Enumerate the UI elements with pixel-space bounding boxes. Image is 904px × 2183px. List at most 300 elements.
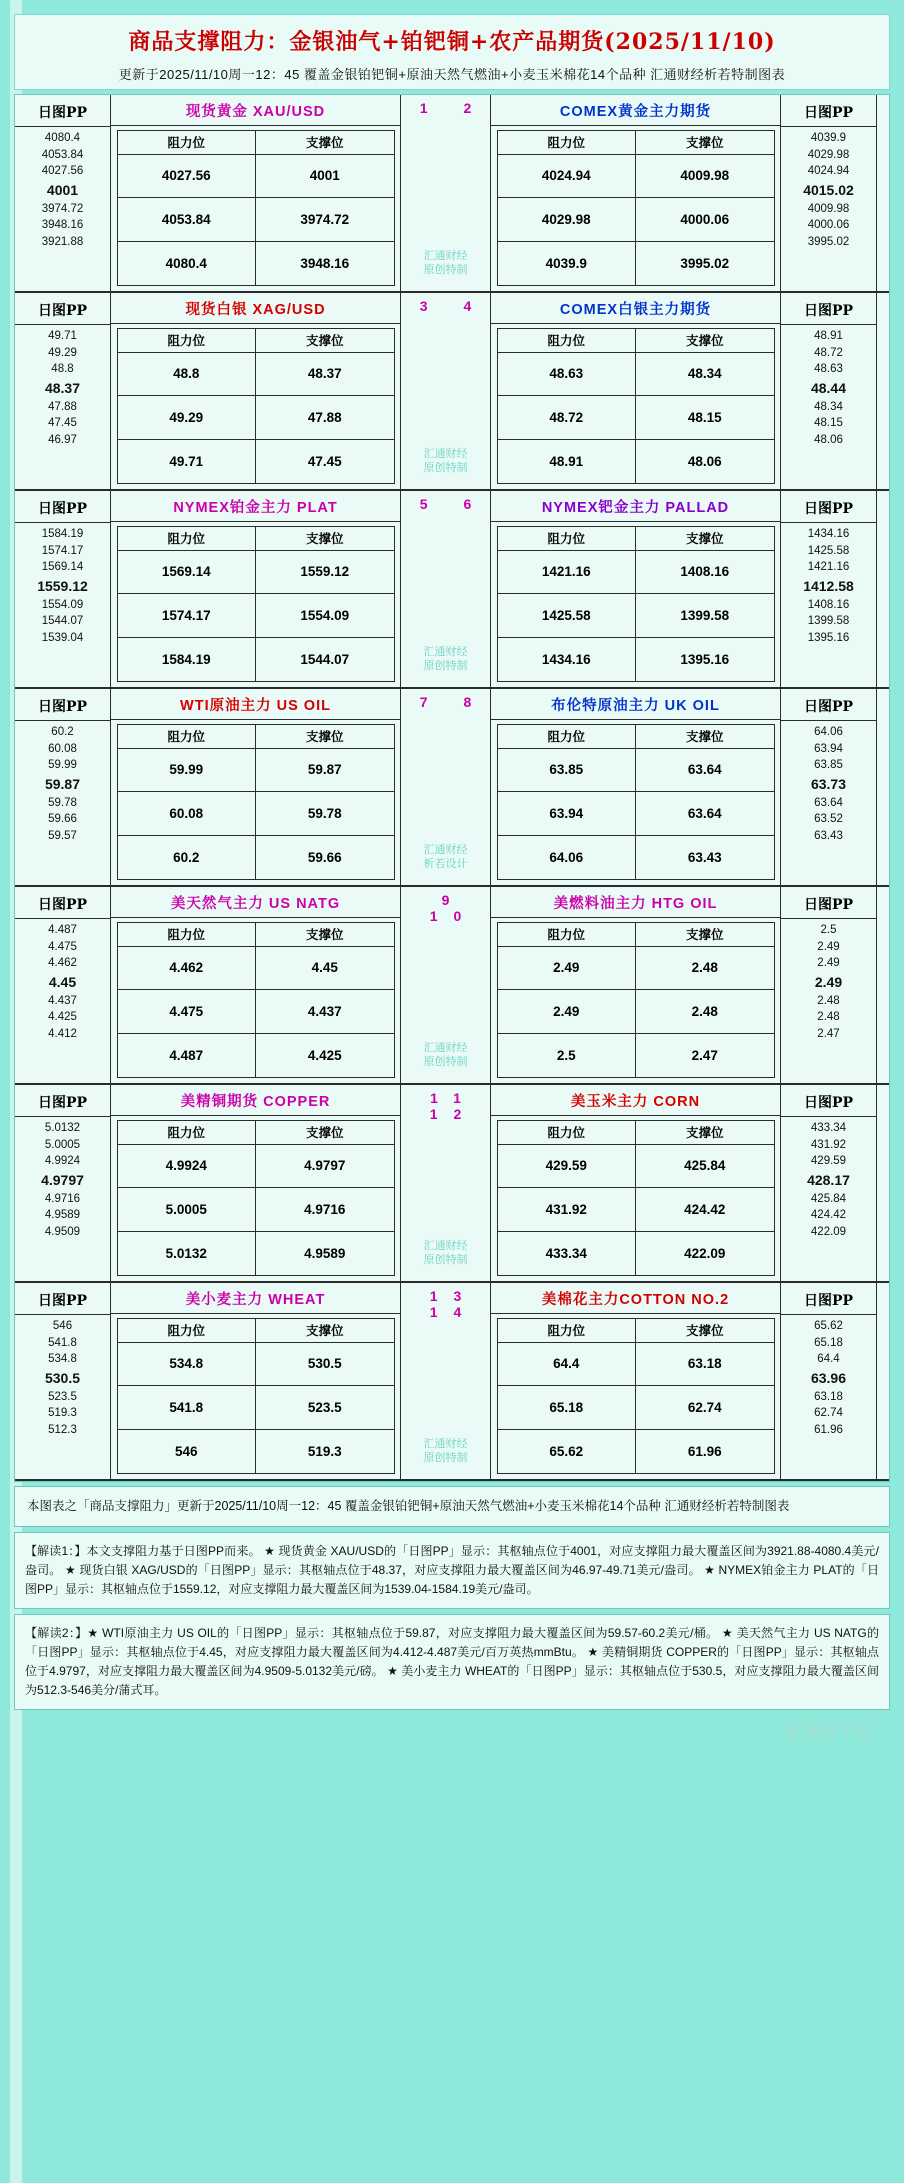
table-row (117, 154, 394, 198)
resistance-value: 60.08 (117, 791, 257, 836)
pivot-level-value: 1421.16 (807, 561, 850, 573)
pivot-point-column (781, 689, 877, 885)
pivot-level-value: 2.5 (820, 924, 837, 936)
pivot-level-value: 4.9509 (44, 1225, 81, 1238)
pivot-point-value: 530.5 (44, 1369, 81, 1386)
table-row (117, 946, 394, 990)
resistance-value: 4039.9 (497, 241, 637, 286)
pivot-level-value: 4000.06 (807, 219, 850, 231)
table-row (497, 637, 774, 681)
support-header: 支撑位 (635, 526, 775, 551)
resistance-header: 阻力位 (497, 922, 637, 947)
resistance-value: 1574.17 (117, 593, 257, 638)
instrument-block (15, 293, 889, 491)
pivot-level-value: 65.62 (814, 1320, 843, 1332)
table-row (497, 946, 774, 990)
pivot-column-header: 日图PP (15, 691, 110, 721)
support-value: 1554.09 (255, 593, 395, 638)
pivot-point-value: 48.44 (810, 379, 847, 396)
pivot-level-value: 431.92 (810, 1138, 847, 1151)
table-row (117, 1342, 394, 1386)
block-index-numbers: 9 10 (429, 892, 478, 924)
pivot-level-value: 49.29 (48, 346, 77, 359)
pivot-level-value: 48.8 (51, 363, 74, 375)
resistance-value: 48.72 (497, 395, 637, 440)
support-header: 支撑位 (255, 130, 395, 155)
support-value: 424.42 (635, 1187, 775, 1232)
table-row (497, 1386, 774, 1430)
levels-grid (491, 1116, 780, 1281)
table-row (117, 241, 394, 285)
support-value: 47.88 (255, 395, 395, 440)
pivot-level-value: 59.78 (48, 796, 77, 809)
instrument-table (491, 293, 781, 489)
resistance-value: 64.4 (497, 1342, 637, 1387)
support-value: 3948.16 (255, 241, 395, 286)
pivot-level-value: 48.06 (814, 433, 843, 446)
support-header: 支撑位 (255, 526, 395, 551)
resistance-value: 546 (117, 1429, 257, 1474)
instrument-name: 美棉花主力COTTON NO.2 (491, 1283, 780, 1314)
pivot-point-value: 63.96 (810, 1369, 847, 1386)
pivot-column-header: 日图PP (781, 295, 876, 325)
table-row (497, 352, 774, 396)
pivot-column-header: 日图PP (15, 97, 110, 127)
pivot-level-value: 4.9589 (44, 1209, 81, 1221)
instrument-block (15, 689, 889, 887)
support-header: 支撑位 (255, 328, 395, 353)
interpretation-note-2: 【解读2：】★ WTI原油主力 US OIL的「日图PP」显示：其枢轴点位于59.87，对应支撑阻力最大覆盖区间为59.57-60.2美元/桶。 ★ 美天然气主力 US NATG的「日图PP」显示：其枢轴点位于4.45，对应支撑阻力最大覆盖区间为4.412-4.487美元/百万英热mmBtu。 ★ 美精铜期货 COPPER的「日图PP」显示：其枢轴点位于4.9797，对应支撑阻力最大覆盖区间为4.9509-5.0132美元/磅。 ★ 美小麦主力 WHEAT的「日图PP」显示：其枢轴点位于530.5，对应支撑阻力最大覆盖区间为512.3-546美分/蒲式耳。 (14, 1614, 890, 1710)
levels-grid (111, 324, 400, 489)
instrument-name: 布伦特原油主力 UK OIL (491, 689, 780, 720)
pivot-level-value: 59.66 (48, 813, 77, 825)
pivot-level-value: 1569.14 (41, 561, 84, 573)
pivot-level-value: 63.85 (814, 759, 843, 771)
watermark-text: 汇通财经 原创特制 (423, 646, 468, 672)
pivot-column-header: 日图PP (781, 889, 876, 919)
resistance-value: 2.5 (497, 1033, 637, 1078)
resistance-header: 阻力位 (117, 130, 257, 155)
instrument-block (15, 1283, 889, 1481)
pivot-level-value: 2.49 (817, 957, 840, 969)
pivot-level-value: 433.34 (810, 1122, 847, 1134)
support-header: 支撑位 (255, 1120, 395, 1145)
resistance-value: 4.9924 (117, 1144, 257, 1189)
instrument-table (111, 689, 401, 885)
table-row (497, 241, 774, 285)
pivot-level-value: 3948.16 (41, 219, 84, 231)
watermark-text: 汇通财经 原创特制 (423, 1240, 468, 1266)
resistance-header: 阻力位 (117, 1120, 257, 1145)
interpretation-note-1: 【解读1：】本文支撑阻力基于日图PP而来。 ★ 现货黄金 XAU/USD的「日图PP」显示：其枢轴点位于4001，对应支撑阻力最大覆盖区间为3921.88-4080.4美元/盎司。 ★ 现货白银 XAG/USD的「日图PP」显示：其枢轴点位于48.37，对应支撑阻力最大覆盖区间为46.97-49.71美元/盎司。 ★ NYMEX铂金主力 PLAT的「日图PP」显示：其枢轴点位于1559.12，对应支撑阻力最大覆盖区间为1539.04-1584.19美元/盎司。 (14, 1532, 890, 1609)
levels-grid (491, 324, 780, 489)
pivot-level-value: 64.06 (814, 726, 843, 738)
pivot-level-value: 60.2 (51, 726, 74, 738)
support-value: 4000.06 (635, 197, 775, 242)
instrument-table (491, 1085, 781, 1281)
pivot-column-header: 日图PP (15, 493, 110, 523)
pivot-level-value: 1395.16 (807, 631, 850, 644)
pivot-level-value: 422.09 (810, 1225, 847, 1238)
pivot-value-list (15, 1315, 110, 1438)
support-value: 2.47 (635, 1033, 775, 1078)
instrument-name: NYMEX钯金主力 PALLAD (491, 491, 780, 522)
pivot-level-value: 4024.94 (807, 165, 850, 177)
support-header: 支撑位 (635, 130, 775, 155)
footer-note: 本图表之「商品支撑阻力」更新于2025/11/10周一12：45 覆盖金银铂钯铜+原油天然气燃油+小麦玉米棉花14个品种 汇通财经析若特制图表 (14, 1486, 890, 1527)
resistance-value: 541.8 (117, 1385, 257, 1430)
pivot-point-value: 4015.02 (803, 181, 854, 198)
resistance-header: 阻力位 (497, 526, 637, 551)
table-row (117, 198, 394, 242)
resistance-value: 65.18 (497, 1385, 637, 1430)
instrument-block (15, 491, 889, 689)
pivot-column-header: 日图PP (781, 691, 876, 721)
block-index-column (401, 689, 491, 885)
resistance-value: 49.29 (117, 395, 257, 440)
resistance-value: 48.63 (497, 352, 637, 397)
resistance-header: 阻力位 (117, 1318, 257, 1343)
support-value: 1395.16 (635, 637, 775, 682)
instrument-table (491, 689, 781, 885)
levels-grid (111, 1116, 400, 1281)
resistance-value: 4053.84 (117, 197, 257, 242)
table-row (117, 396, 394, 440)
pivot-level-value: 4039.9 (810, 132, 847, 144)
resistance-value: 59.99 (117, 748, 257, 793)
pivot-level-value: 1554.09 (41, 598, 84, 611)
support-value: 4001 (255, 154, 395, 199)
resistance-header: 阻力位 (497, 328, 637, 353)
instrument-table (491, 95, 781, 291)
pivot-point-value: 4.45 (48, 973, 77, 990)
pivot-level-value: 1584.19 (41, 528, 84, 540)
support-value: 4.9589 (255, 1231, 395, 1276)
pivot-point-column (781, 887, 877, 1083)
pivot-point-column (15, 293, 111, 489)
support-value: 4.9716 (255, 1187, 395, 1232)
support-value: 2.48 (635, 946, 775, 991)
resistance-value: 1569.14 (117, 550, 257, 595)
support-value: 3995.02 (635, 241, 775, 286)
table-row (117, 439, 394, 483)
pivot-level-value: 4053.84 (41, 148, 84, 161)
pivot-point-value: 1412.58 (803, 577, 854, 594)
pivot-level-value: 4.412 (48, 1027, 77, 1040)
support-value: 62.74 (635, 1385, 775, 1430)
pivot-level-value: 4027.56 (41, 165, 84, 177)
pivot-level-value: 4.475 (48, 940, 77, 953)
pivot-level-value: 2.49 (817, 940, 840, 953)
instrument-table (111, 1283, 401, 1479)
table-row (117, 1386, 394, 1430)
pivot-level-value: 4009.98 (807, 202, 850, 215)
table-row (117, 990, 394, 1034)
resistance-header: 阻力位 (497, 724, 637, 749)
pivot-level-value: 4.9924 (44, 1155, 81, 1167)
instrument-name: 美精铜期货 COPPER (111, 1085, 400, 1116)
block-index-numbers: 13 14 (429, 1288, 478, 1320)
resistance-value: 534.8 (117, 1342, 257, 1387)
pivot-point-column (15, 1085, 111, 1281)
page-subtitle: 更新于2025/11/10周一12：45 覆盖金银铂钯铜+原油天然气燃油+小麦玉米棉花14个品种 汇通财经析若特制图表 (118, 67, 786, 82)
support-value: 519.3 (255, 1429, 395, 1474)
table-row (497, 439, 774, 483)
pivot-level-value: 61.96 (814, 1423, 843, 1436)
pivot-level-value: 47.88 (48, 400, 77, 413)
support-value: 530.5 (255, 1342, 395, 1387)
pivot-column-header: 日图PP (781, 493, 876, 523)
table-row (117, 1188, 394, 1232)
pivot-level-value: 1399.58 (807, 615, 850, 627)
table-row (497, 748, 774, 792)
support-value: 4009.98 (635, 154, 775, 199)
pivot-value-list (781, 919, 876, 1042)
levels-grid (491, 126, 780, 291)
pivot-level-value: 4.9716 (44, 1192, 81, 1205)
table-row (497, 1188, 774, 1232)
support-value: 4.437 (255, 989, 395, 1034)
resistance-value: 1425.58 (497, 593, 637, 638)
pivot-point-value: 59.87 (44, 775, 81, 792)
table-row (117, 550, 394, 594)
instrument-table (111, 1085, 401, 1281)
pivot-level-value: 4.462 (48, 957, 77, 969)
table-row (497, 198, 774, 242)
pivot-level-value: 48.91 (814, 330, 843, 342)
instrument-blocks (14, 94, 890, 1482)
instrument-table (111, 491, 401, 687)
support-value: 4.425 (255, 1033, 395, 1078)
block-index-numbers: 11 12 (429, 1090, 478, 1122)
table-row (497, 154, 774, 198)
pivot-level-value: 4.487 (48, 924, 77, 936)
table-row (497, 550, 774, 594)
pivot-level-value: 3921.88 (41, 235, 84, 248)
block-index-column (401, 1283, 491, 1479)
block-index-numbers: 5 6 (419, 496, 488, 512)
table-row (497, 1033, 774, 1077)
support-value: 63.64 (635, 791, 775, 836)
block-index-column (401, 95, 491, 291)
instrument-name: 现货黄金 XAU/USD (111, 95, 400, 126)
support-value: 48.06 (635, 439, 775, 484)
instrument-name: 美玉米主力 CORN (491, 1085, 780, 1116)
pivot-point-value: 2.49 (814, 973, 843, 990)
pivot-level-value: 425.84 (810, 1192, 847, 1205)
watermark-text: 汇通财经 原创特制 (423, 250, 468, 276)
table-row (497, 835, 774, 879)
instrument-name: 现货白银 XAG/USD (111, 293, 400, 324)
pivot-value-list (781, 1117, 876, 1240)
block-index-column (401, 887, 491, 1083)
pivot-value-list (781, 721, 876, 844)
table-row (117, 637, 394, 681)
resistance-value: 1434.16 (497, 637, 637, 682)
pivot-level-value: 541.8 (48, 1336, 77, 1349)
support-header: 支撑位 (255, 724, 395, 749)
support-value: 48.15 (635, 395, 775, 440)
page-title: 商品支撑阻力：金银油气+铂钯铜+农产品期货(2025/11/10) (128, 29, 776, 55)
instrument-name: NYMEX铂金主力 PLAT (111, 491, 400, 522)
support-value: 48.37 (255, 352, 395, 397)
pivot-level-value: 1574.17 (41, 544, 84, 557)
table-row (497, 792, 774, 836)
block-index-column (401, 293, 491, 489)
pivot-level-value: 4.425 (48, 1011, 77, 1023)
pivot-level-value: 1425.58 (807, 544, 850, 557)
pivot-column-header: 日图PP (15, 1087, 110, 1117)
pivot-point-value: 48.37 (44, 379, 81, 396)
pivot-point-value: 1559.12 (37, 577, 88, 594)
pivot-value-list (15, 1117, 110, 1240)
pivot-level-value: 3974.72 (41, 202, 84, 215)
support-header: 支撑位 (255, 1318, 395, 1343)
instrument-name: COMEX黄金主力期货 (491, 95, 780, 126)
pivot-level-value: 1408.16 (807, 598, 850, 611)
pivot-level-value: 429.59 (810, 1155, 847, 1167)
watermark-text: 汇通财经 析若设计 (423, 844, 468, 870)
pivot-point-column (15, 887, 111, 1083)
table-row (117, 748, 394, 792)
block-index-column (401, 1085, 491, 1281)
resistance-value: 4027.56 (117, 154, 257, 199)
pivot-level-value: 49.71 (48, 330, 77, 342)
pivot-value-list (781, 325, 876, 448)
resistance-value: 433.34 (497, 1231, 637, 1276)
instrument-block (15, 887, 889, 1085)
instrument-table (491, 491, 781, 687)
pivot-point-column (15, 95, 111, 291)
pivot-point-value: 4.9797 (41, 1171, 84, 1188)
resistance-value: 4.475 (117, 989, 257, 1034)
support-value: 1408.16 (635, 550, 775, 595)
resistance-header: 阻力位 (497, 1120, 637, 1145)
pivot-point-column (781, 1085, 877, 1281)
table-row (497, 990, 774, 1034)
pivot-point-column (15, 689, 111, 885)
pivot-level-value: 1434.16 (807, 528, 850, 540)
pivot-level-value: 63.52 (814, 813, 843, 825)
support-header: 支撑位 (635, 922, 775, 947)
pivot-level-value: 4029.98 (807, 148, 850, 161)
levels-grid (491, 522, 780, 687)
levels-grid (111, 522, 400, 687)
pivot-column-header: 日图PP (781, 1285, 876, 1315)
pivot-value-list (781, 523, 876, 646)
instrument-table (111, 293, 401, 489)
pivot-level-value: 64.4 (817, 1353, 840, 1365)
support-value: 59.66 (255, 835, 395, 880)
instrument-table (111, 887, 401, 1083)
levels-grid (111, 126, 400, 291)
block-index-column (401, 491, 491, 687)
block-index-numbers: 1 2 (419, 100, 488, 116)
support-value: 4.9797 (255, 1144, 395, 1189)
resistance-value: 4.462 (117, 946, 257, 991)
resistance-header: 阻力位 (117, 328, 257, 353)
table-row (497, 1429, 774, 1473)
pivot-value-list (781, 127, 876, 250)
pivot-level-value: 1539.04 (41, 631, 84, 644)
pivot-level-value: 519.3 (48, 1407, 77, 1419)
pivot-level-value: 48.34 (814, 400, 843, 413)
pivot-level-value: 63.64 (814, 796, 843, 809)
instrument-name: COMEX白银主力期货 (491, 293, 780, 324)
resistance-value: 5.0132 (117, 1231, 257, 1276)
pivot-value-list (15, 721, 110, 844)
watermark-text: 汇通财经 原创特制 (423, 1042, 468, 1068)
pivot-point-column (15, 1283, 111, 1479)
support-value: 63.18 (635, 1342, 775, 1387)
pivot-value-list (15, 325, 110, 448)
resistance-value: 4080.4 (117, 241, 257, 286)
pivot-level-value: 4080.4 (44, 132, 81, 144)
watermark-text: 汇通财经 原创特制 (423, 448, 468, 474)
pivot-value-list (15, 919, 110, 1042)
pivot-level-value: 4.437 (48, 994, 77, 1007)
resistance-value: 2.49 (497, 989, 637, 1034)
resistance-header: 阻力位 (117, 526, 257, 551)
table-row (497, 1342, 774, 1386)
instrument-block (15, 95, 889, 293)
pivot-column-header: 日图PP (781, 1087, 876, 1117)
resistance-value: 49.71 (117, 439, 257, 484)
support-value: 2.48 (635, 989, 775, 1034)
resistance-value: 48.91 (497, 439, 637, 484)
pivot-value-list (781, 1315, 876, 1438)
table-row (497, 1231, 774, 1275)
table-row (117, 835, 394, 879)
support-header: 支撑位 (635, 1120, 775, 1145)
instrument-name: WTI原油主力 US OIL (111, 689, 400, 720)
pivot-level-value: 2.47 (817, 1027, 840, 1040)
pivot-point-column (781, 491, 877, 687)
pivot-value-list (15, 127, 110, 250)
pivot-level-value: 1544.07 (41, 615, 84, 627)
levels-grid (111, 1314, 400, 1479)
support-header: 支撑位 (255, 922, 395, 947)
pivot-level-value: 47.45 (48, 417, 77, 429)
table-row (117, 1144, 394, 1188)
instrument-name: 美天然气主力 US NATG (111, 887, 400, 918)
levels-grid (491, 720, 780, 885)
pivot-level-value: 63.18 (814, 1390, 843, 1403)
pivot-level-value: 523.5 (48, 1390, 77, 1403)
support-value: 48.34 (635, 352, 775, 397)
instrument-name: 美燃料油主力 HTG OIL (491, 887, 780, 918)
support-value: 422.09 (635, 1231, 775, 1276)
block-index-numbers: 3 4 (419, 298, 488, 314)
support-value: 1399.58 (635, 593, 775, 638)
resistance-value: 63.85 (497, 748, 637, 793)
support-value: 3974.72 (255, 197, 395, 242)
table-row (117, 1429, 394, 1473)
table-row (117, 594, 394, 638)
support-header: 支撑位 (635, 724, 775, 749)
table-row (497, 1144, 774, 1188)
levels-grid (111, 720, 400, 885)
resistance-value: 1421.16 (497, 550, 637, 595)
resistance-value: 4.487 (117, 1033, 257, 1078)
support-header: 支撑位 (635, 328, 775, 353)
pivot-value-list (15, 523, 110, 646)
pivot-level-value: 63.94 (814, 742, 843, 755)
pivot-level-value: 62.74 (814, 1407, 843, 1419)
support-value: 61.96 (635, 1429, 775, 1474)
pivot-level-value: 60.08 (48, 742, 77, 755)
pivot-point-value: 4001 (46, 181, 79, 198)
